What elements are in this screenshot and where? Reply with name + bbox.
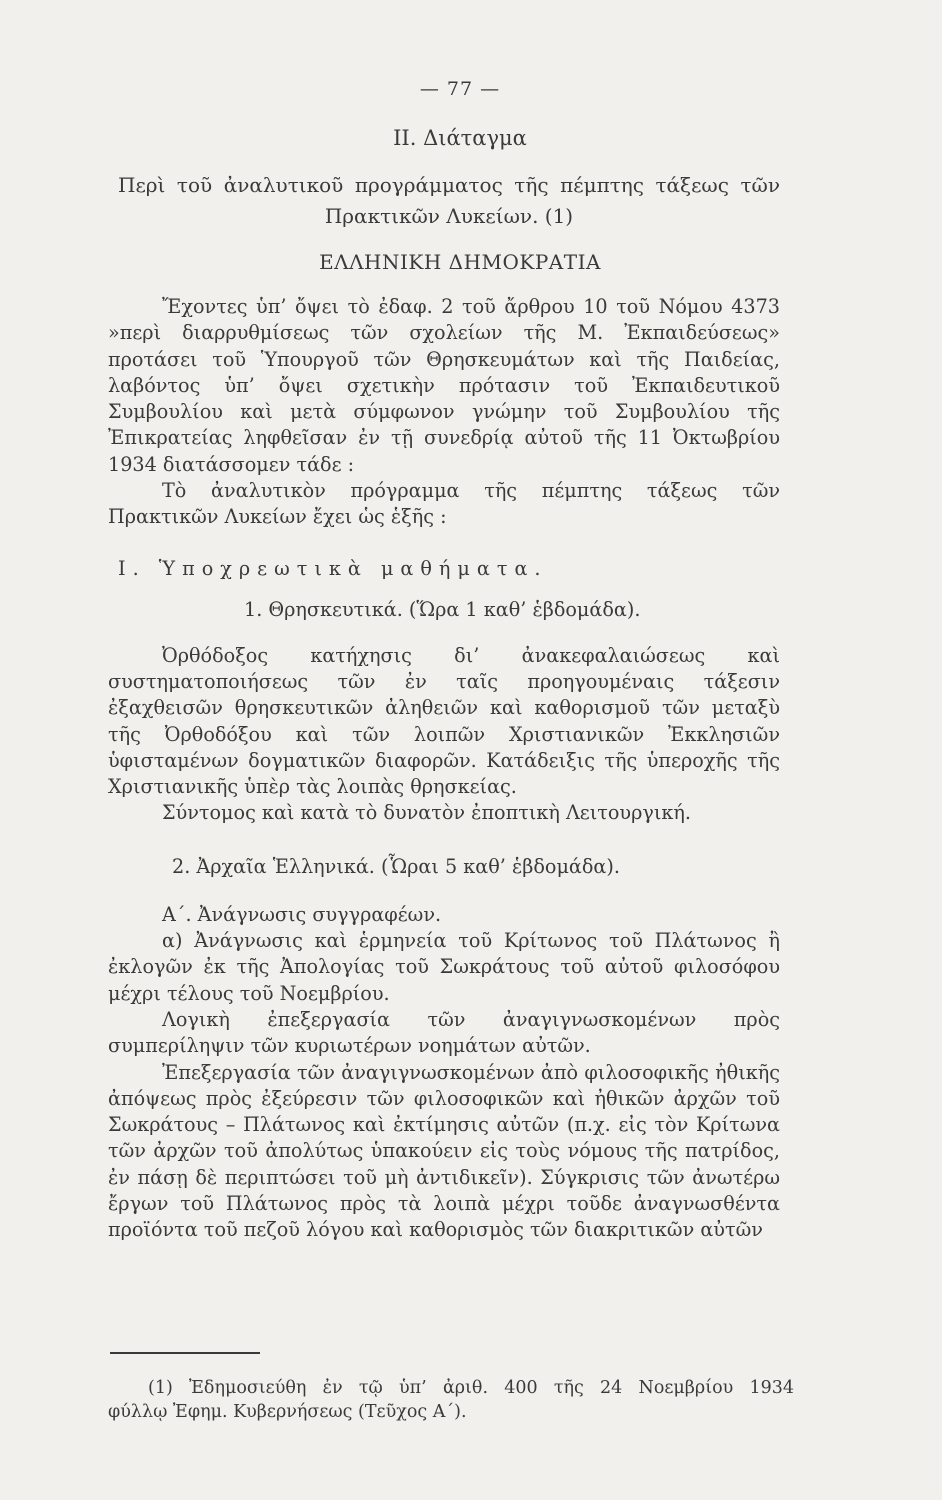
religion-paragraph: Ὀρθόδοξος κατήχησις δι’ ἀνακεφαλαιώσεως καὶ συστηματοποιήσεως τῶν ἐν ταῖς προηγουμέναις τάξεσιν ἐξαχθεισῶν θρησκευτικῶν ἀληθειῶν καὶ καθορισμοῦ τῶν μεταξὺ τῆς Ὀρθοδόξου καὶ τῶν λοιπῶν Χριστιανικῶν Ἐκκλησιῶν ὑφισταμένων δογματικῶν διαφορῶν. Κατάδειξις τῆς ὑπεροχῆς τῆς Χριστιανικῆς ὑπὲρ τὰς λοιπὰς θρησκείας. (108, 643, 780, 799)
logical-processing-paragraph: Λογικὴ ἐπεξεργασία τῶν ἀναγιγνωσκομένων πρὸς συμπερίληψιν τῶν κυριωτέρων νοημάτων αὐτῶν. (108, 1007, 780, 1058)
preamble-paragraph: Ἔχοντες ὑπ’ ὄψει τὸ ἐδαφ. 2 τοῦ ἄρθρου 10 τοῦ Νόμου 4373 »περὶ διαρρυθμίσεως τῶν σχολείων τῆς Μ. Ἐκπαιδεύσεως» προτάσει τοῦ Ὑπουργοῦ τῶν Θρησκευμάτων καὶ τῆς Παιδείας, λαβόντος ὑπ’ ὄψει σχετικὴν πρότασιν τοῦ Ἐκπαιδευτικοῦ Συμβουλίου καὶ μετὰ σύμφωνον γνώμην τοῦ Συμβουλίου τῆς Ἐπικρατείας ληφθεῖσαν ἐν τῇ συνεδρίᾳ αὐτοῦ τῆς 11 Ὀκτωβρίου 1934 διατάσσομεν τάδε : (108, 295, 780, 476)
subject-ancient-greek-heading: 2. Ἀρχαῖα Ἑλληνικά. (Ὧραι 5 καθ’ ἑβδομάδα). (172, 854, 620, 878)
republic-heading: ΕΛΛΗΝΙΚΗ ΔΗΜΟΚΡΑΤΙΑ (319, 250, 601, 274)
footnote-line-1: (1) Ἐδημοσιεύθη ἐν τῷ ὑπ’ ἀριθ. 400 τῆς 24 Νοεμβρίου 1934 (148, 1378, 794, 1398)
mandatory-subjects-heading: Ι. Ὑποχρεωτικὰ μαθήματα. (118, 556, 548, 580)
liturgy-paragraph: Σύντομος καὶ κατὰ τὸ δυνατὸν ἐποπτικὴ Λειτουργική. (162, 801, 691, 825)
philosophical-processing-paragraph: Ἐπεξεργασία τῶν ἀναγιγνωσκομένων ἀπὸ φιλοσοφικῆς ἠθικῆς ἀπόψεως πρὸς ἐξεύρεσιν τῶν φιλοσοφικῶν καὶ ἠθικῶν ἀρχῶν τοῦ Σωκράτους – Πλάτωνος καὶ ἐκτίμησις αὐτῶν (π.χ. εἰς τὸν Κρίτωνα τῶν ἀρχῶν τοῦ ἀπολύτως ὑπακούειν εἰς τοὺς νόμους τῆς πατρίδος, ἐν πάσῃ δὲ περιπτώσει τοῦ μὴ ἀντιδικεῖν). Σύγκρισις τῶν ἀνωτέρω ἔργων τοῦ Πλάτωνος πρὸς τὰ λοιπὰ μέχρι τοῦδε ἀναγνωσθέντα προϊόντα τοῦ πεζοῦ λόγου καὶ καθορισμὸς τῶν διακριτικῶν αὐτῶν (108, 1060, 780, 1242)
decree-intro-paragraph: Τὸ ἀναλυτικὸν πρόγραμμα τῆς πέμπτης τάξεως τῶν Πρακτικῶν Λυκείων ἔχει ὡς ἑξῆς : (108, 479, 780, 529)
part-a-alpha-paragraph: α) Ἀνάγνωσις καὶ ἑρμηνεία τοῦ Κρίτωνος τοῦ Πλάτωνος ἢ ἐκλογῶν ἐκ τῆς Ἀπολογίας τοῦ Σωκράτους τοῦ αὐτοῦ φιλοσόφου μέχρι τέλους τοῦ Νοεμβρίου. (108, 929, 780, 1005)
section-heading: II. Διάταγμα (393, 126, 527, 150)
subject-religion-heading: 1. Θρησκευτικά. (Ὥρα 1 καθ’ ἑβδομάδα). (244, 597, 641, 621)
part-a-heading: Α΄. Ἀνάγνωσις συγγραφέων. (162, 902, 442, 926)
footnote-divider (110, 1352, 260, 1354)
page-number: — 77 — (419, 78, 501, 100)
decree-title: Περὶ τοῦ ἀναλυτικοῦ προγράμματος τῆς πέμπτης τάξεως τῶν Πρακτικῶν Λυκείων. (1) (118, 173, 780, 228)
footnote (108, 1376, 794, 1424)
footnote-line-2: φύλλῳ Ἐφημ. Κυβερνήσεως (Τεῦχος Α΄). (108, 1402, 467, 1422)
